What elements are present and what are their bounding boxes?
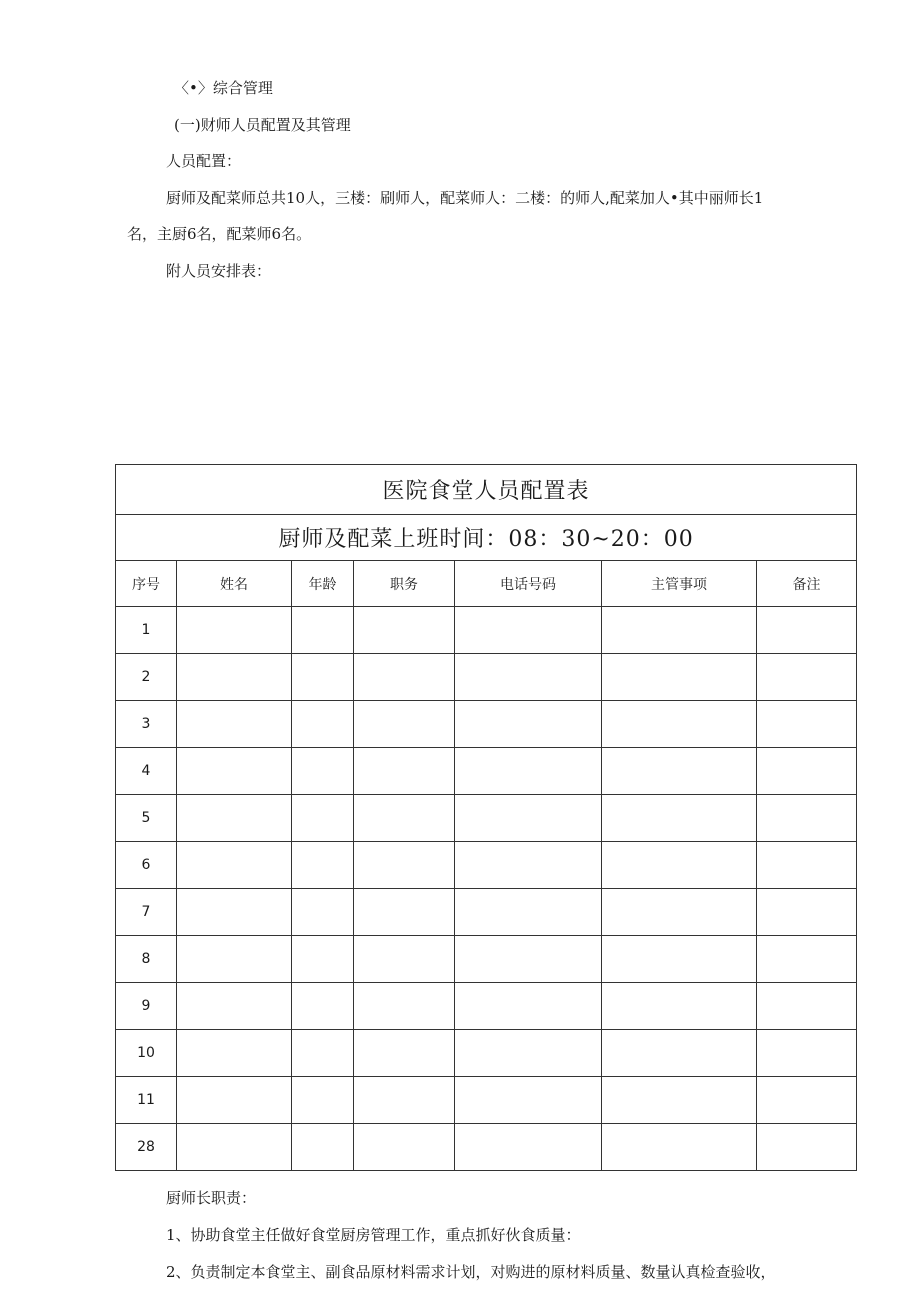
row-seq: 8 [116,936,177,983]
table-row [116,889,857,936]
table-cell [602,701,757,748]
row-seq: 5 [116,795,177,842]
table-cell [354,607,455,654]
table-cell [757,842,857,889]
table-row [116,936,857,983]
table-cell [602,1077,757,1124]
table-cell [757,795,857,842]
work-hours-row [116,515,857,561]
table-cell [455,842,602,889]
table-cell [455,1030,602,1077]
table-cell [292,607,354,654]
staffing-line-1: 厨师及配菜师总共10人，三楼：刷师人，配菜师人：二楼：的师人,配菜加人•其中丽师长1 [166,189,764,207]
table-cell [292,701,354,748]
staff-table [115,464,857,1171]
table-cell [177,936,292,983]
row-seq: 6 [116,842,177,889]
row-seq: 9 [116,983,177,1030]
column-header: 年龄 [292,561,354,607]
table-cell [177,1030,292,1077]
row-seq: 2 [116,654,177,701]
table-cell [292,748,354,795]
column-header: 姓名 [177,561,292,607]
work-hours: 厨师及配菜上班时间：08：30~20：00 [116,515,857,561]
column-header: 主管事项 [602,561,757,607]
table-row [116,1124,857,1171]
table-cell [292,889,354,936]
row-seq: 28 [116,1124,177,1171]
table-cell [757,1077,857,1124]
table-cell [602,936,757,983]
row-seq: 7 [116,889,177,936]
table-cell [602,889,757,936]
table-cell [177,1077,292,1124]
table-cell [292,842,354,889]
heading-staff: (一)财师人员配置及其管理 [174,116,351,134]
table-cell [177,1124,292,1171]
duty-item-1: 1、协助食堂主任做好食堂厨房管理工作，重点抓好伙食质量： [166,1226,581,1244]
table-cell [757,889,857,936]
table-cell [455,607,602,654]
table-cell [602,983,757,1030]
staffing-label: 人员配置： [166,152,242,170]
table-cell [354,701,455,748]
table-cell [757,654,857,701]
table-cell [757,983,857,1030]
heading-general: 〈•〉综合管理 [174,79,273,97]
table-cell [602,654,757,701]
column-header: 电话号码 [455,561,602,607]
table-row [116,607,857,654]
duties-label: 厨师长职责： [166,1189,257,1207]
table-cell [354,795,455,842]
table-cell [602,842,757,889]
table-cell [177,983,292,1030]
table-cell [292,1030,354,1077]
table-cell [177,889,292,936]
table-cell [455,748,602,795]
table-body [116,607,857,1171]
table-cell [602,748,757,795]
table-row [116,983,857,1030]
row-seq: 11 [116,1077,177,1124]
table-row [116,842,857,889]
row-seq: 3 [116,701,177,748]
table-cell [455,1077,602,1124]
row-seq: 1 [116,607,177,654]
table-cell [177,842,292,889]
table-cell [177,654,292,701]
table-cell [455,936,602,983]
table-title-row [116,465,857,515]
table-cell [602,1030,757,1077]
table-cell [354,654,455,701]
table-cell [354,1077,455,1124]
duty-item-2: 2、负责制定本食堂主、副食品原材料需求计划，对购进的原材料质量、数量认真检查验收， [166,1263,776,1281]
table-header-row [116,561,857,607]
table-cell [757,607,857,654]
table-row [116,748,857,795]
table-cell [602,795,757,842]
table-cell [292,983,354,1030]
staffing-line-2: 名，主厨6名，配菜师6名。 [127,225,312,243]
table-cell [455,701,602,748]
table-row [116,795,857,842]
table-row [116,1077,857,1124]
table-cell [757,1030,857,1077]
table-cell [455,889,602,936]
column-header: 备注 [757,561,857,607]
row-seq: 4 [116,748,177,795]
table-cell [602,607,757,654]
row-seq: 10 [116,1030,177,1077]
table-cell [602,1124,757,1171]
table-cell [757,701,857,748]
table-cell [757,936,857,983]
table-cell [455,983,602,1030]
table-cell [354,842,455,889]
table-cell [292,1077,354,1124]
table-cell [177,701,292,748]
table-cell [354,748,455,795]
table-cell [354,983,455,1030]
table-cell [757,1124,857,1171]
table-cell [757,748,857,795]
table-row [116,654,857,701]
table-cell [177,795,292,842]
table-cell [455,654,602,701]
table-cell [292,654,354,701]
column-header: 序号 [116,561,177,607]
table-row [116,1030,857,1077]
table-cell [292,795,354,842]
attached-label: 附人员安排表： [166,262,272,280]
table-cell [354,1030,455,1077]
table-title: 医院食堂人员配置表 [116,465,857,515]
table-cell [292,936,354,983]
table-cell [354,1124,455,1171]
table-cell [455,795,602,842]
table-cell [177,748,292,795]
table-row [116,701,857,748]
table-cell [455,1124,602,1171]
table-cell [292,1124,354,1171]
table-cell [354,936,455,983]
column-header: 职务 [354,561,455,607]
table-cell [354,889,455,936]
table-cell [177,607,292,654]
